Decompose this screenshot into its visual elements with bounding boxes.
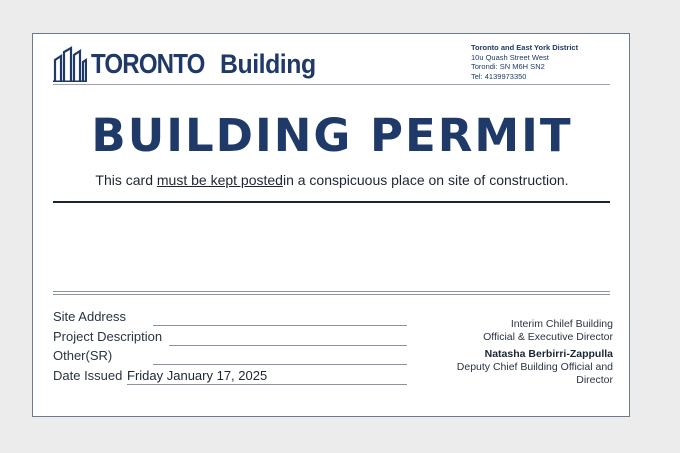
permit-title: BUILDING PERMIT xyxy=(91,109,573,162)
fields-divider-lower xyxy=(53,294,610,295)
signatory-name: Natasha Berbirri-Zappulla xyxy=(484,348,613,360)
permit-card xyxy=(32,33,630,417)
logo-word-building: Building xyxy=(220,49,316,79)
city-buildings-icon xyxy=(53,46,87,82)
signatory-title-line-2: Official & Executive Director xyxy=(483,331,613,343)
phone-number: Tel: 4139973350 xyxy=(471,71,527,81)
field-underline xyxy=(153,364,407,365)
signatory-role-line-2: Director xyxy=(576,374,613,386)
signatory-title-line-1: Interim Chilef Building xyxy=(510,318,613,330)
site-address-field xyxy=(53,309,409,327)
header-divider xyxy=(53,84,610,85)
field-underline xyxy=(169,345,407,346)
title-divider xyxy=(53,201,610,203)
field-label: Site Address xyxy=(53,309,126,324)
field-underline xyxy=(153,325,407,326)
logo-wordmark xyxy=(91,48,324,80)
instruction-text-before: This card xyxy=(95,172,157,188)
logo-word-toronto: TORONTO xyxy=(91,48,205,79)
address-line-2: Torondi: SN M6H SN2 xyxy=(471,62,545,71)
field-value: Friday January 17, 2025 xyxy=(127,368,268,383)
date-issued-field xyxy=(53,368,409,386)
toronto-building-logo xyxy=(53,44,324,84)
posting-instruction xyxy=(33,172,631,188)
other-sr-field xyxy=(53,348,409,366)
field-underline xyxy=(127,384,407,385)
project-description-field xyxy=(53,329,409,347)
address-line-1: 10u Quash Street West xyxy=(471,52,549,62)
district-name: Toronto and East York District xyxy=(471,43,579,52)
fields-divider-upper xyxy=(53,291,610,292)
signatory-role-line-1: Deputy Chief Building Official and xyxy=(456,361,613,373)
field-label: Other(SR) xyxy=(53,348,113,363)
district-address-block xyxy=(471,43,578,81)
field-label: Project Description xyxy=(53,329,163,344)
field-label: Date Issued xyxy=(53,368,123,383)
signature-block xyxy=(457,318,613,387)
instruction-text-underlined: must be kept posted xyxy=(156,172,283,188)
instruction-text-after: in a conspicuous place on site of construction. xyxy=(282,172,569,188)
